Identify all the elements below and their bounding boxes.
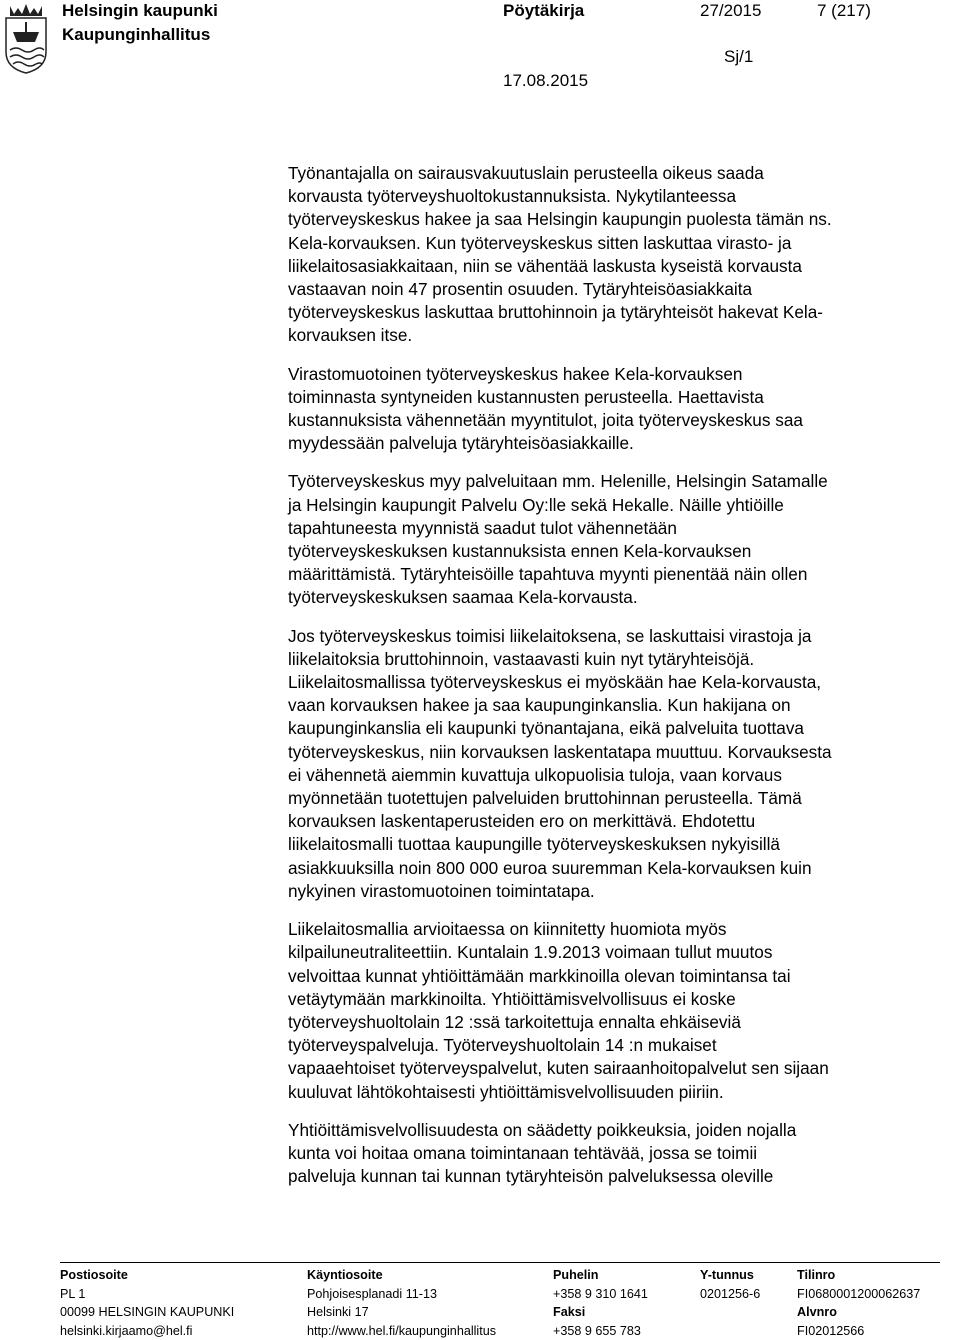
- text-line: velvoittaa kunnat yhtiöittämään markkinoilla olevan toimintansa tai: [288, 965, 948, 988]
- footer-value: Helsinki 17: [307, 1303, 496, 1322]
- text-line: määrittämistä. Tytäryhteisöille tapahtuva myynti pienentää näin ollen: [288, 563, 948, 586]
- footer-visiting: [307, 1266, 496, 1340]
- footer-heading: Postiosoite: [60, 1266, 234, 1285]
- footer-value: FI0680001200062637: [797, 1285, 920, 1304]
- text-line: Työnantajalla on sairausvakuutuslain perusteella oikeus saada: [288, 162, 948, 185]
- footer-heading: Alvnro: [797, 1303, 920, 1322]
- footer-value: Pohjoisesplanadi 11-13: [307, 1285, 496, 1304]
- text-line: liikelaitosmalli tuottaa kaupungille työterveyskeskuksen nykyisillä: [288, 833, 948, 856]
- text-line: Kela-korvauksen. Kun työterveyskeskus sitten laskuttaa virasto- ja: [288, 232, 948, 255]
- text-line: toiminnasta syntyneiden kustannusten perusteella. Haettavista: [288, 386, 948, 409]
- text-line: korvauksen itse.: [288, 324, 948, 347]
- text-line: kuuluvat lähtökohtaisesti yhtiöittämisvelvollisuuden piiriin.: [288, 1081, 948, 1104]
- text-line: asiakkuuksilla noin 800 000 euroa suuremman Kela-korvauksen kuin: [288, 857, 948, 880]
- footer-heading: Käyntiosoite: [307, 1266, 496, 1285]
- text-line: kaupunginkanslia eli kaupunki työnantajana, eikä palveluita tuottava: [288, 717, 948, 740]
- text-line: työterveyshuoltolain 12 :ssä tarkoitettuja ennalta ehkäiseviä: [288, 1011, 948, 1034]
- text-line: korvausta työterveyshuoltokustannuksista. Nykytilanteessa: [288, 185, 948, 208]
- text-line: myönnetään tuotettujen palveluiden bruttohinnan perusteella. Tämä: [288, 787, 948, 810]
- text-line: Työterveyskeskus myy palveluitaan mm. Helenille, Helsingin Satamalle: [288, 470, 948, 493]
- footer-business-id: [700, 1266, 760, 1303]
- helsinki-crest-logo: [4, 2, 48, 74]
- text-line: työterveyspalveluja. Työterveyshuoltolain 14 :n mukaiset: [288, 1034, 948, 1057]
- footer-heading: Tilinro: [797, 1266, 920, 1285]
- meeting-date: 17.08.2015: [503, 70, 588, 92]
- body-paragraph: [288, 1119, 948, 1189]
- footer-heading: Faksi: [553, 1303, 648, 1322]
- footer-postal: [60, 1266, 234, 1340]
- text-line: vaan korvauksen hakee ja saa kaupunginkanslia. Kun hakijana on: [288, 694, 948, 717]
- text-line: Liikelaitosmallia arvioitaessa on kiinnitetty huomiota myös: [288, 918, 948, 941]
- footer-value: helsinki.kirjaamo@hel.fi: [60, 1322, 234, 1340]
- body-paragraph: [288, 625, 948, 903]
- document-number: 27/2015: [700, 0, 761, 22]
- org-name: Helsingin kaupunki: [62, 0, 218, 22]
- body-paragraph: [288, 162, 948, 348]
- footer-value: +358 9 310 1641: [553, 1285, 648, 1304]
- text-line: työterveyskeskus laskuttaa bruttohinnoin ja tytäryhteisöt hakevat Kela-: [288, 301, 948, 324]
- text-line: työterveyskeskus hakee ja saa Helsingin kaupungin puolesta tämän ns.: [288, 208, 948, 231]
- footer-phone: [553, 1266, 648, 1340]
- text-line: Yhtiöittämisvelvollisuudesta on säädetty poikkeuksia, joiden nojalla: [288, 1119, 948, 1142]
- text-line: myydessään palveluja tytäryhteisöasiakkaille.: [288, 432, 948, 455]
- text-line: työterveyskeskus, niin korvauksen laskentatapa muuttuu. Korvauksesta: [288, 741, 948, 764]
- footer-account: [797, 1266, 920, 1340]
- page-number: 7 (217): [817, 0, 871, 22]
- text-line: vastaavan noin 47 prosentin osuuden. Tytäryhteisöasiakkaita: [288, 278, 948, 301]
- footer-value: 0201256-6: [700, 1285, 760, 1304]
- text-line: liikelaitoksia bruttohinnoin, vastaavasti kuin nyt tytäryhteisöjä.: [288, 648, 948, 671]
- text-line: kustannuksista vähennetään myyntitulot, joita työterveyskeskus saa: [288, 409, 948, 432]
- text-line: Liikelaitosmallissa työterveyskeskus ei myöskään hae Kela-korvausta,: [288, 671, 948, 694]
- text-line: ei vähennetä aiemmin kuvattuja ulkopuolisia tuloja, vaan korvaus: [288, 764, 948, 787]
- text-line: nykyinen virastomuotoinen toimintatapa.: [288, 880, 948, 903]
- footer-value: +358 9 655 783: [553, 1322, 648, 1340]
- text-line: työterveyskeskuksen saamaa Kela-korvausta.: [288, 586, 948, 609]
- text-line: vetäytymään markkinoilta. Yhtiöittämisvelvollisuus ei koske: [288, 988, 948, 1011]
- footer-heading: Puhelin: [553, 1266, 648, 1285]
- text-line: korvauksen laskentaperusteiden ero on merkittävä. Ehdotettu: [288, 810, 948, 833]
- body-paragraph: [288, 363, 948, 456]
- footer-divider: [60, 1262, 940, 1263]
- footer-heading: Y-tunnus: [700, 1266, 760, 1285]
- text-line: vapaaehtoiset työterveyspalvelut, kuten sairaanhoitopalvelut sen sijaan: [288, 1057, 948, 1080]
- body-paragraph: [288, 470, 948, 609]
- text-line: palveluja kunnan tai kunnan tytäryhteisön palveluksessa oleville: [288, 1165, 948, 1188]
- footer-value: 00099 HELSINGIN KAUPUNKI: [60, 1303, 234, 1322]
- section-id: Sj/1: [724, 46, 753, 68]
- text-line: Virastomuotoinen työterveyskeskus hakee Kela-korvauksen: [288, 363, 948, 386]
- text-line: kilpailuneutraliteettiin. Kuntalain 1.9.2013 voimaan tullut muutos: [288, 941, 948, 964]
- text-line: kunta voi hoitaa omana toimintanaan tehtävää, jossa se toimii: [288, 1142, 948, 1165]
- org-unit: Kaupunginhallitus: [62, 24, 210, 46]
- document-type: Pöytäkirja: [503, 0, 584, 22]
- text-line: tapahtuneesta myynnistä saadut tulot vähennetään: [288, 517, 948, 540]
- body-paragraph: [288, 918, 948, 1104]
- footer-value: PL 1: [60, 1285, 234, 1304]
- text-line: työterveyskeskuksen kustannuksista ennen Kela-korvauksen: [288, 540, 948, 563]
- document-body: [288, 162, 948, 1203]
- footer-value: FI02012566: [797, 1322, 920, 1340]
- text-line: ja Helsingin kaupungit Palvelu Oy:lle sekä Hekalle. Näille yhtiöille: [288, 494, 948, 517]
- text-line: liikelaitosasiakkaitaan, niin se vähentää laskusta kyseistä korvausta: [288, 255, 948, 278]
- text-line: Jos työterveyskeskus toimisi liikelaitoksena, se laskuttaisi virastoja ja: [288, 625, 948, 648]
- footer-value: http://www.hel.fi/kaupunginhallitus: [307, 1322, 496, 1340]
